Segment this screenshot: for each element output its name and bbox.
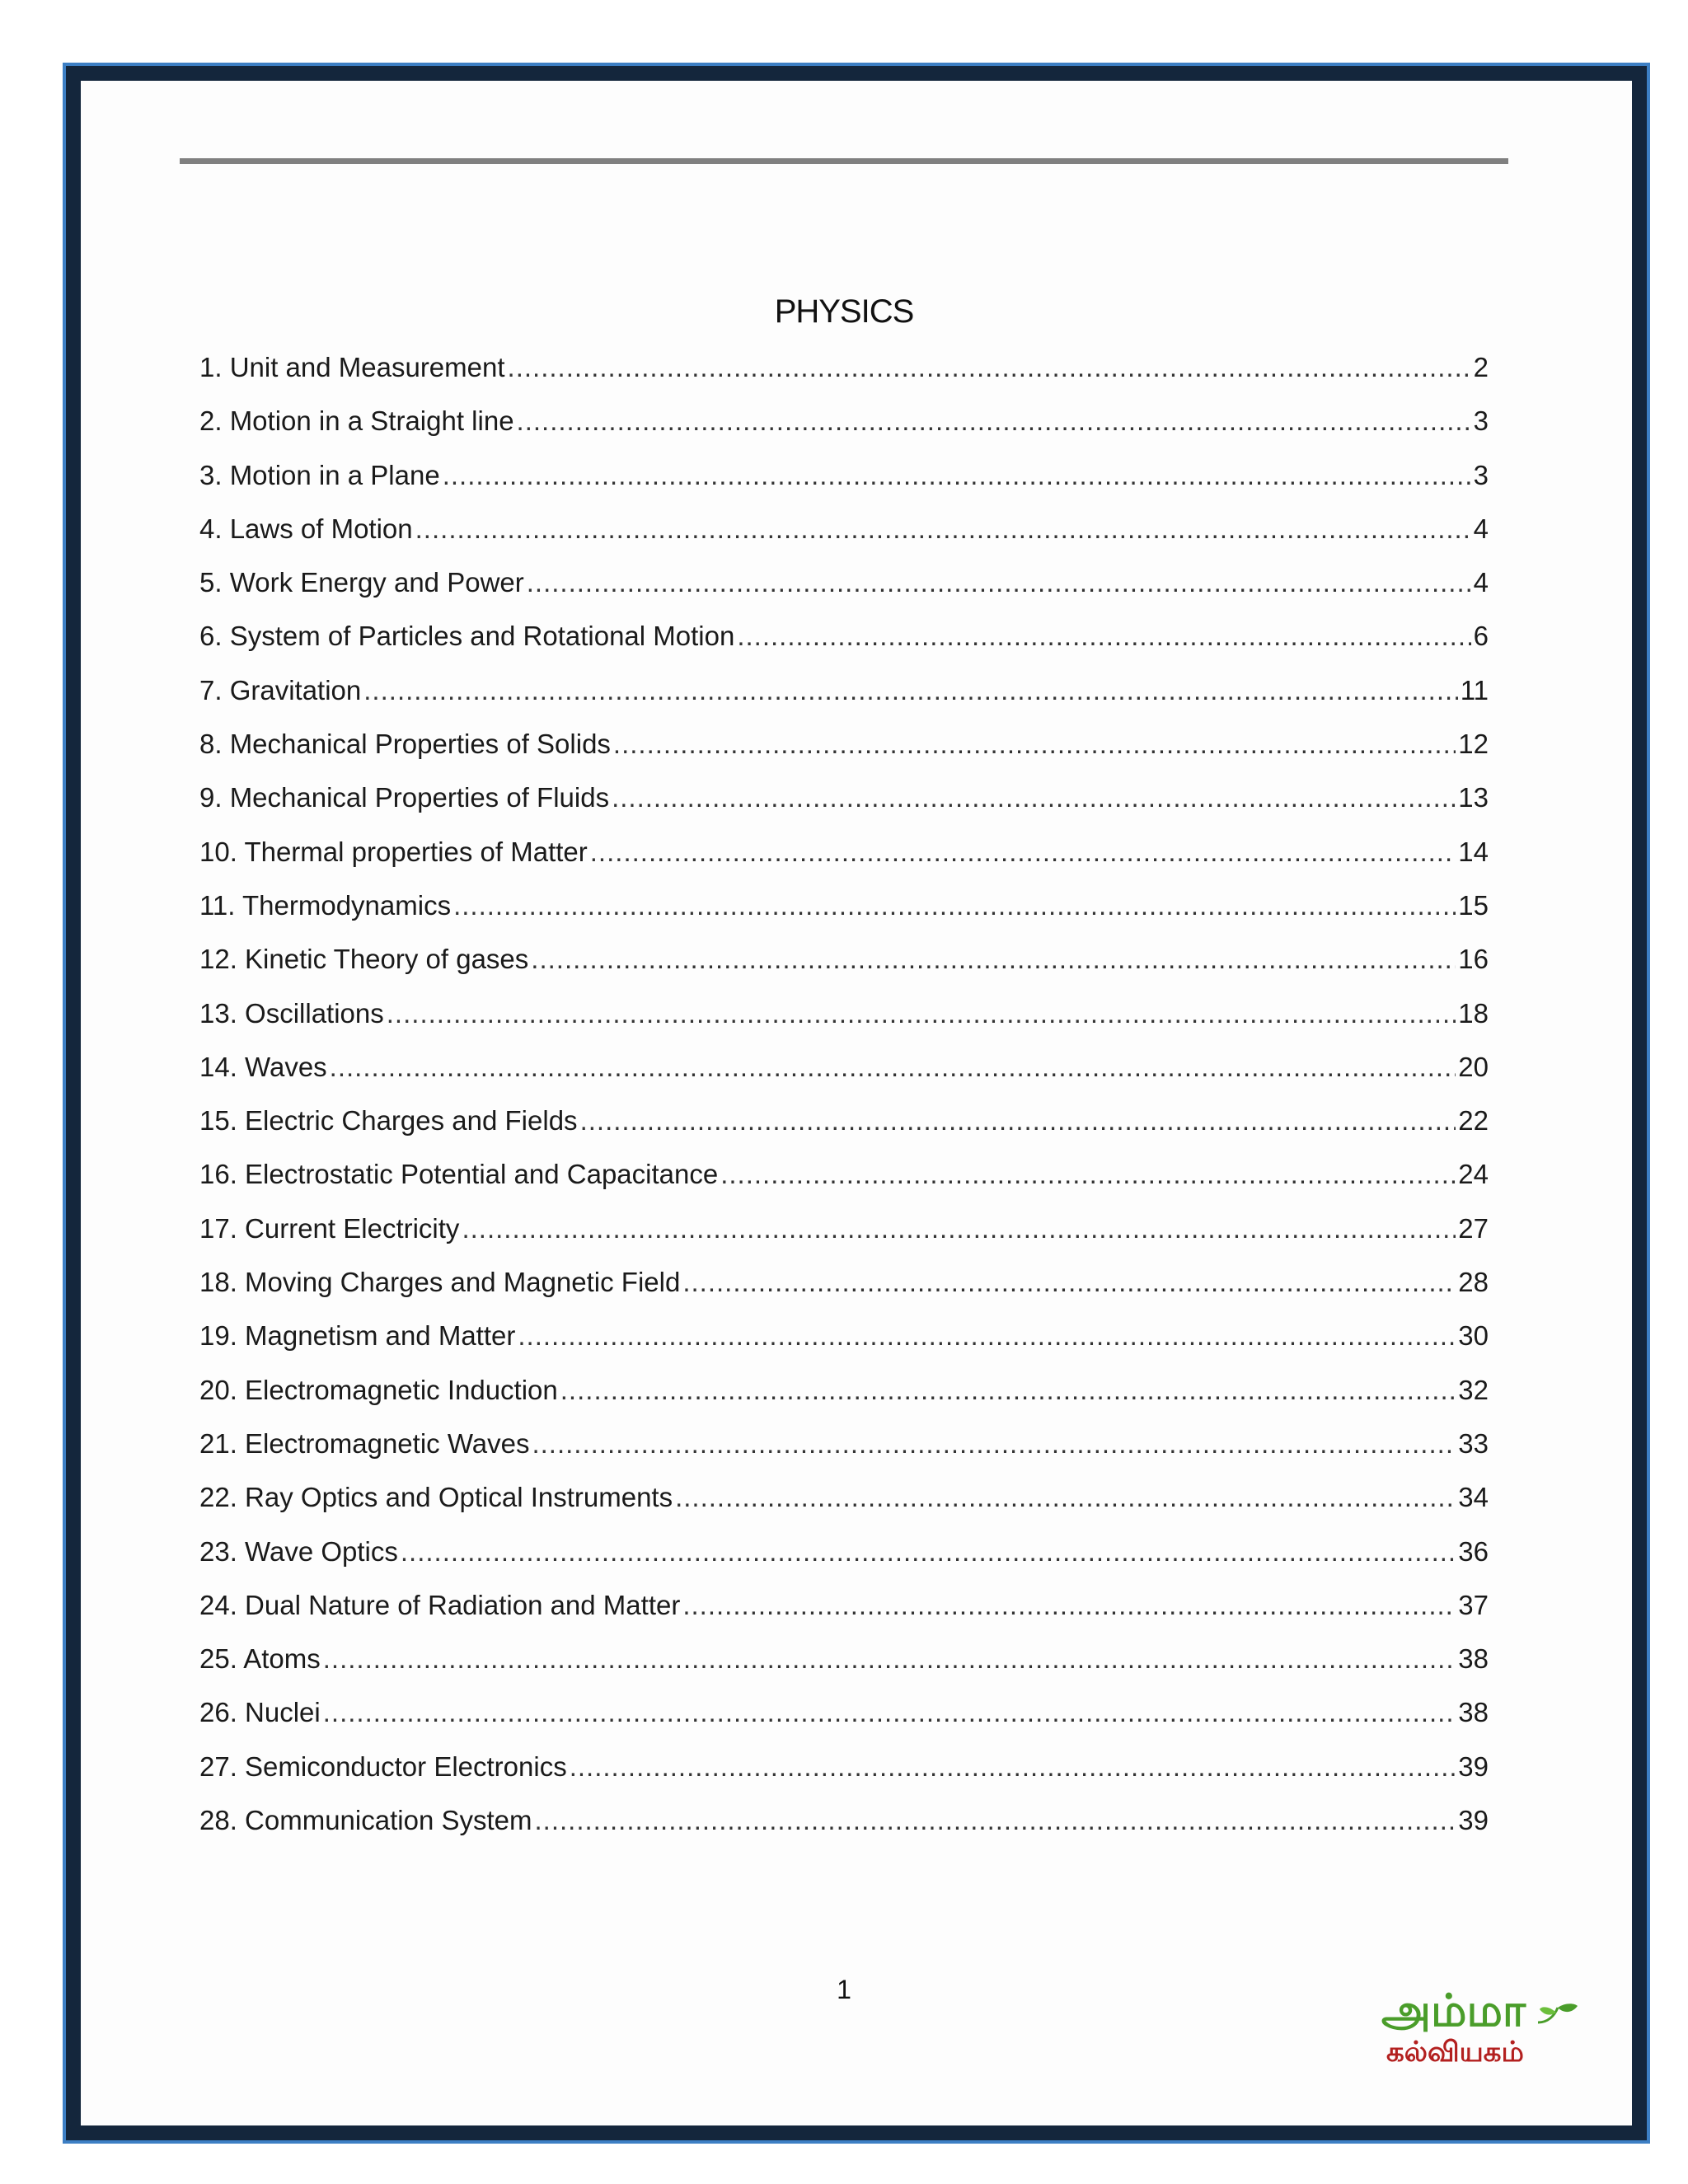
toc-dot-leader [387, 992, 1456, 1035]
toc-entry[interactable] [199, 615, 1489, 668]
toc-entry-label: 18. Moving Charges and Magnetic Field [199, 1267, 681, 1298]
toc-entry-label: 11. Thermodynamics [199, 889, 452, 921]
toc-entry[interactable] [199, 400, 1489, 453]
toc-dot-leader [737, 615, 1470, 658]
toc-entry-page: 4 [1473, 513, 1489, 544]
toc-entry-label: 9. Mechanical Properties of Fluids [199, 782, 610, 813]
page-number: 1 [837, 1975, 851, 2004]
toc-entry[interactable] [199, 1099, 1489, 1153]
toc-entry-label: 2. Motion in a Straight line [199, 405, 514, 437]
toc-entry[interactable] [199, 831, 1489, 884]
toc-entry-page: 38 [1458, 1643, 1489, 1675]
toc-entry-page: 12 [1458, 729, 1489, 760]
toc-entry-page: 34 [1458, 1482, 1489, 1513]
toc-entry[interactable] [199, 1315, 1489, 1368]
toc-entry[interactable] [199, 1638, 1489, 1691]
toc-entry-label: 24. Dual Nature of Radiation and Matter [199, 1589, 681, 1620]
toc-entry[interactable] [199, 1530, 1489, 1584]
toc-entry-label: 12. Kinetic Theory of gases [199, 944, 529, 975]
header-rule [180, 158, 1508, 164]
logo-text-bottom: கல்வியகம் [1386, 2036, 1524, 2069]
toc-entry-page: 28 [1458, 1267, 1489, 1298]
toc-dot-leader [453, 884, 1456, 927]
toc-dot-leader [682, 1584, 1456, 1627]
toc-entry-page: 22 [1458, 1105, 1489, 1137]
toc-entry-label: 26. Nuclei [199, 1697, 321, 1728]
table-of-contents [199, 346, 1489, 1853]
toc-entry[interactable] [199, 1746, 1489, 1799]
toc-entry-page: 11 [1460, 674, 1489, 705]
toc-entry[interactable] [199, 1799, 1489, 1853]
toc-dot-leader [532, 1422, 1456, 1465]
toc-entry-label: 22. Ray Optics and Optical Instruments [199, 1482, 673, 1513]
toc-dot-leader [682, 1261, 1456, 1304]
toc-dot-leader [330, 1046, 1456, 1089]
toc-dot-leader [527, 561, 1471, 604]
toc-entry[interactable] [199, 938, 1489, 991]
toc-entry-label: 17. Current Electricity [199, 1212, 460, 1244]
toc-entry-page: 32 [1458, 1374, 1489, 1405]
toc-entry[interactable] [199, 1369, 1489, 1422]
toc-dot-leader [323, 1638, 1456, 1680]
toc-dot-leader [443, 454, 1471, 497]
toc-entry-label: 3. Motion in a Plane [199, 459, 440, 490]
toc-entry-label: 4. Laws of Motion [199, 513, 413, 544]
toc-entry[interactable] [199, 1046, 1489, 1099]
toc-dot-leader [517, 400, 1471, 443]
toc-dot-leader [613, 723, 1456, 766]
toc-dot-leader [518, 1315, 1456, 1357]
amma-kalviyagam-logo [1381, 1986, 1579, 2077]
toc-entry[interactable] [199, 1691, 1489, 1745]
toc-entry-label: 6. System of Particles and Rotational Motion [199, 621, 735, 652]
toc-entry-page: 36 [1458, 1535, 1489, 1567]
toc-dot-leader [560, 1369, 1456, 1412]
toc-entry-page: 30 [1458, 1320, 1489, 1352]
toc-entry[interactable] [199, 1153, 1489, 1207]
toc-dot-leader [363, 669, 1457, 712]
toc-entry[interactable] [199, 561, 1489, 615]
toc-entry-label: 15. Electric Charges and Fields [199, 1105, 578, 1137]
toc-entry[interactable] [199, 1261, 1489, 1315]
toc-entry-page: 33 [1458, 1427, 1489, 1459]
toc-entry[interactable] [199, 1584, 1489, 1638]
toc-dot-leader [570, 1746, 1456, 1788]
logo-text-top: அம்மா [1381, 1985, 1526, 2036]
toc-entry-page: 24 [1458, 1159, 1489, 1190]
toc-dot-leader [590, 831, 1456, 874]
toc-entry[interactable] [199, 346, 1489, 400]
toc-dot-leader [415, 508, 1471, 551]
toc-entry-label: 7. Gravitation [199, 674, 362, 705]
toc-entry-label: 23. Wave Optics [199, 1535, 398, 1567]
toc-entry-page: 16 [1458, 944, 1489, 975]
toc-entry-label: 28. Communication System [199, 1805, 532, 1836]
toc-entry-label: 27. Semiconductor Electronics [199, 1750, 567, 1782]
toc-dot-leader [612, 776, 1456, 819]
toc-title: PHYSICS [774, 293, 914, 330]
toc-entry[interactable] [199, 992, 1489, 1046]
toc-entry-label: 25. Atoms [199, 1643, 321, 1675]
toc-dot-leader [720, 1153, 1456, 1196]
toc-entry[interactable] [199, 723, 1489, 776]
toc-dot-leader [462, 1207, 1456, 1250]
toc-entry-page: 3 [1473, 405, 1489, 437]
toc-entry-page: 4 [1473, 567, 1489, 598]
toc-dot-leader [580, 1099, 1456, 1142]
toc-entry-label: 8. Mechanical Properties of Solids [199, 729, 611, 760]
toc-entry-page: 38 [1458, 1697, 1489, 1728]
toc-entry-page: 3 [1473, 459, 1489, 490]
toc-entry-label: 20. Electromagnetic Induction [199, 1374, 558, 1405]
toc-entry-page: 2 [1473, 352, 1489, 382]
toc-entry[interactable] [199, 1476, 1489, 1530]
toc-entry-page: 27 [1458, 1212, 1489, 1244]
toc-entry-page: 14 [1458, 836, 1489, 867]
toc-dot-leader [675, 1476, 1456, 1519]
toc-dot-leader [535, 1799, 1456, 1842]
toc-entry-label: 14. Waves [199, 1051, 327, 1082]
toc-dot-leader [401, 1530, 1456, 1573]
toc-dot-leader [508, 346, 1471, 389]
leaf-icon [1536, 2001, 1579, 2027]
toc-dot-leader [323, 1691, 1456, 1734]
toc-entry-page: 13 [1458, 782, 1489, 813]
toc-entry[interactable] [199, 884, 1489, 938]
toc-entry-page: 15 [1458, 889, 1489, 921]
toc-entry[interactable] [199, 1422, 1489, 1476]
toc-entry-page: 39 [1458, 1750, 1489, 1782]
toc-entry-page: 20 [1458, 1051, 1489, 1082]
toc-entry-page: 39 [1458, 1805, 1489, 1836]
toc-entry-page: 18 [1458, 997, 1489, 1029]
toc-entry-page: 6 [1473, 621, 1489, 652]
toc-entry-page: 37 [1458, 1589, 1489, 1620]
toc-entry[interactable] [199, 1207, 1489, 1261]
toc-entry-label: 5. Work Energy and Power [199, 567, 524, 598]
toc-entry[interactable] [199, 454, 1489, 508]
toc-dot-leader [531, 938, 1456, 981]
toc-entry-label: 1. Unit and Measurement [199, 352, 505, 382]
toc-entry-label: 21. Electromagnetic Waves [199, 1427, 530, 1459]
toc-entry[interactable] [199, 508, 1489, 561]
toc-entry-label: 13. Oscillations [199, 997, 384, 1029]
toc-entry[interactable] [199, 669, 1489, 723]
toc-entry[interactable] [199, 776, 1489, 830]
toc-entry-label: 16. Electrostatic Potential and Capacitance [199, 1159, 719, 1190]
toc-entry-label: 10. Thermal properties of Matter [199, 836, 588, 867]
toc-entry-label: 19. Magnetism and Matter [199, 1320, 516, 1352]
